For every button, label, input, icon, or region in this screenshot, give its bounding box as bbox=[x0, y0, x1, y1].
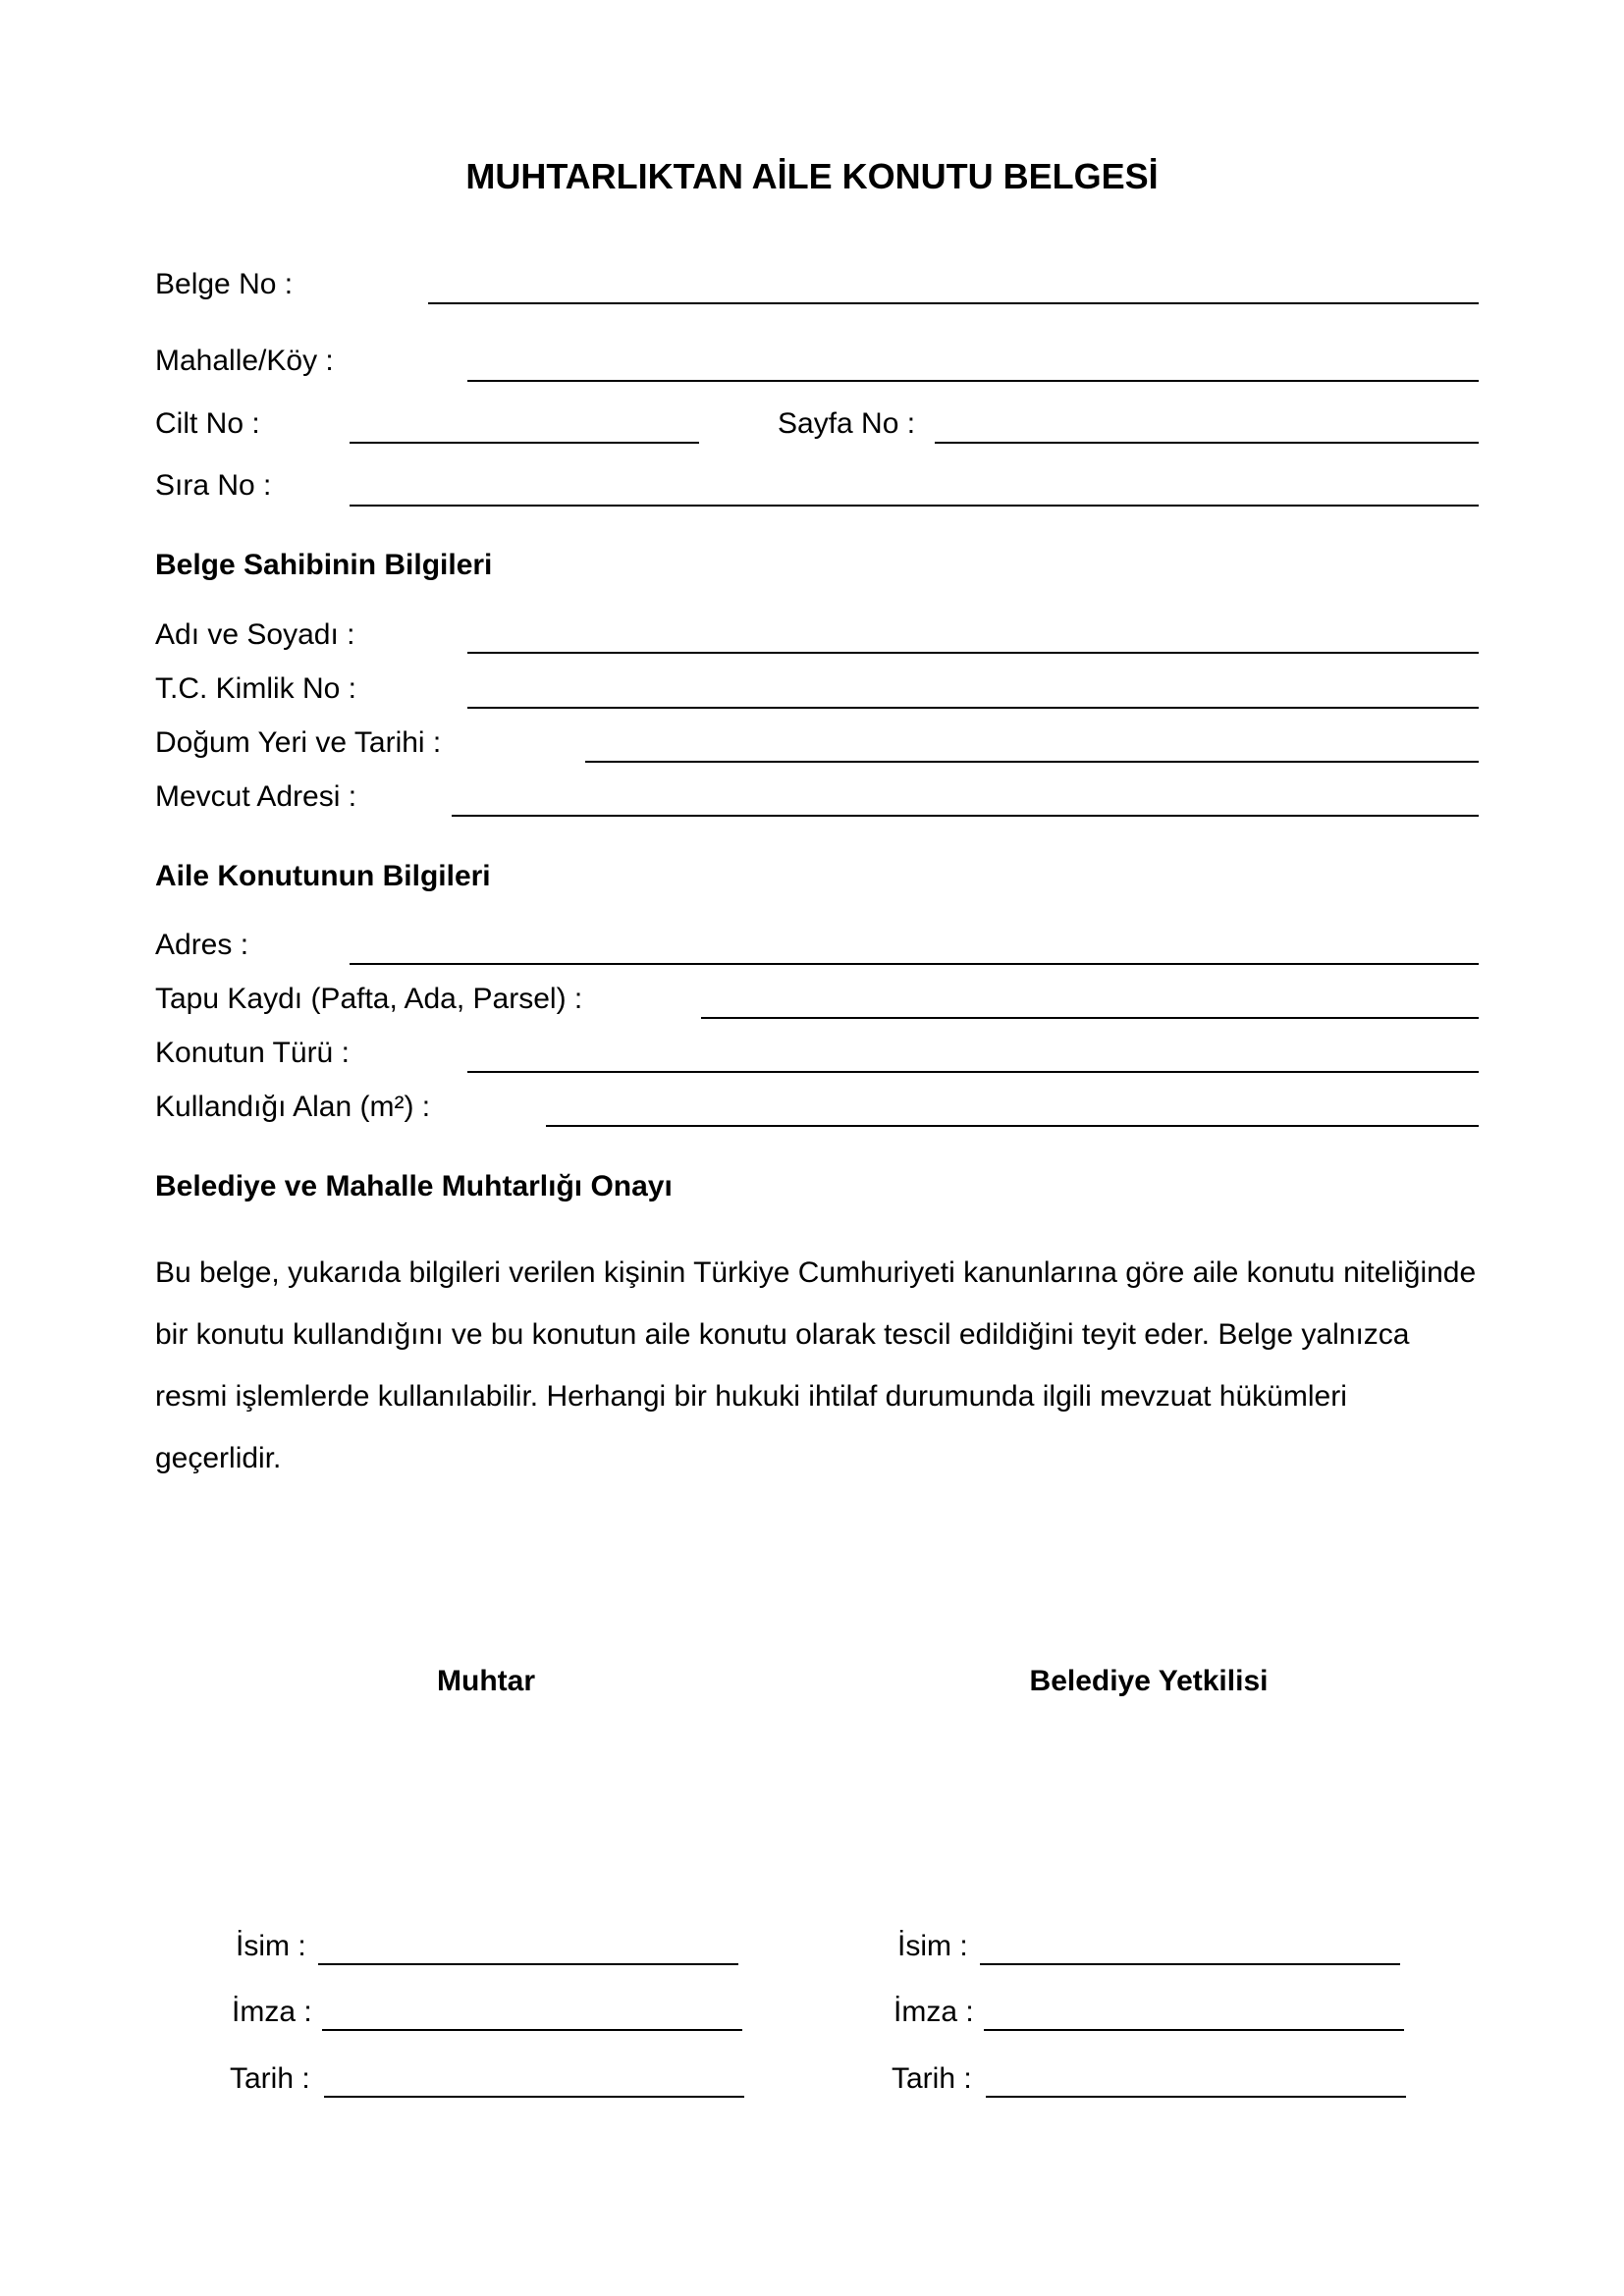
mevcut-adres-label: Mevcut Adresi : bbox=[155, 780, 357, 813]
adres-label: Adres : bbox=[155, 929, 249, 961]
muhtar-imza-label: İmza : bbox=[232, 1996, 312, 2028]
belediye-isim-label: İsim : bbox=[897, 1930, 968, 1962]
belediye-isim-field[interactable] bbox=[980, 1963, 1400, 1965]
approval-section-heading: Belediye ve Mahalle Muhtarlığı Onayı bbox=[155, 1170, 673, 1202]
tc-kimlik-field[interactable] bbox=[467, 707, 1479, 709]
sayfa-no-field[interactable] bbox=[935, 442, 1479, 444]
sayfa-no-label: Sayfa No : bbox=[778, 407, 916, 440]
sira-no-label: Sıra No : bbox=[155, 469, 272, 502]
muhtar-isim-label: İsim : bbox=[236, 1930, 306, 1962]
cilt-no-label: Cilt No : bbox=[155, 407, 260, 440]
approval-text: Bu belge, yukarıda bilgileri verilen kişinin Türkiye Cumhuriyeti kanunlarına göre aile konutu niteliğinde bir konutu kullandığını ve bu konutun aile konutu olarak tescil edildiğini teyit eder. Belge yalnızca resmi işlemlerde kullanılabilir. Herhangi bir hukuki ihtilaf durumunda ilgili mevzuat hükümleri geçerlidir. bbox=[155, 1256, 1477, 1474]
tc-kimlik-label: T.C. Kimlik No : bbox=[155, 672, 357, 705]
belge-no-label: Belge No : bbox=[155, 268, 294, 300]
document-title: MUHTARLIKTAN AİLE KONUTU BELGESİ bbox=[465, 156, 1159, 196]
belediye-tarih-field[interactable] bbox=[986, 2096, 1406, 2098]
muhtar-title: Muhtar bbox=[437, 1665, 535, 1697]
mahalle-koy-label: Mahalle/Köy : bbox=[155, 345, 334, 377]
adres-field[interactable] bbox=[350, 963, 1479, 965]
belge-no-field[interactable] bbox=[428, 302, 1479, 304]
alan-label: Kullandığı Alan (m²) : bbox=[155, 1091, 431, 1123]
muhtar-imza-field[interactable] bbox=[322, 2029, 742, 2031]
mevcut-adres-field[interactable] bbox=[452, 815, 1479, 817]
cilt-no-field[interactable] bbox=[350, 442, 699, 444]
house-section-heading: Aile Konutunun Bilgileri bbox=[155, 860, 491, 892]
muhtar-tarih-field[interactable] bbox=[324, 2096, 744, 2098]
dogum-label: Doğum Yeri ve Tarihi : bbox=[155, 726, 442, 759]
mahalle-koy-field[interactable] bbox=[467, 380, 1479, 382]
dogum-field[interactable] bbox=[585, 761, 1479, 763]
muhtar-isim-field[interactable] bbox=[318, 1963, 738, 1965]
alan-field[interactable] bbox=[546, 1125, 1479, 1127]
sira-no-field[interactable] bbox=[350, 505, 1479, 507]
konut-turu-label: Konutun Türü : bbox=[155, 1037, 350, 1069]
belediye-imza-field[interactable] bbox=[984, 2029, 1404, 2031]
tapu-field[interactable] bbox=[701, 1017, 1479, 1019]
owner-section-heading: Belge Sahibinin Bilgileri bbox=[155, 549, 493, 581]
adi-soyadi-field[interactable] bbox=[467, 652, 1479, 654]
tapu-label: Tapu Kaydı (Pafta, Ada, Parsel) : bbox=[155, 983, 583, 1015]
adi-soyadi-label: Adı ve Soyadı : bbox=[155, 618, 355, 651]
konut-turu-field[interactable] bbox=[467, 1071, 1479, 1073]
belediye-imza-label: İmza : bbox=[893, 1996, 974, 2028]
belediye-tarih-label: Tarih : bbox=[892, 2062, 972, 2095]
belediye-title: Belediye Yetkilisi bbox=[1029, 1665, 1269, 1697]
muhtar-tarih-label: Tarih : bbox=[230, 2062, 310, 2095]
